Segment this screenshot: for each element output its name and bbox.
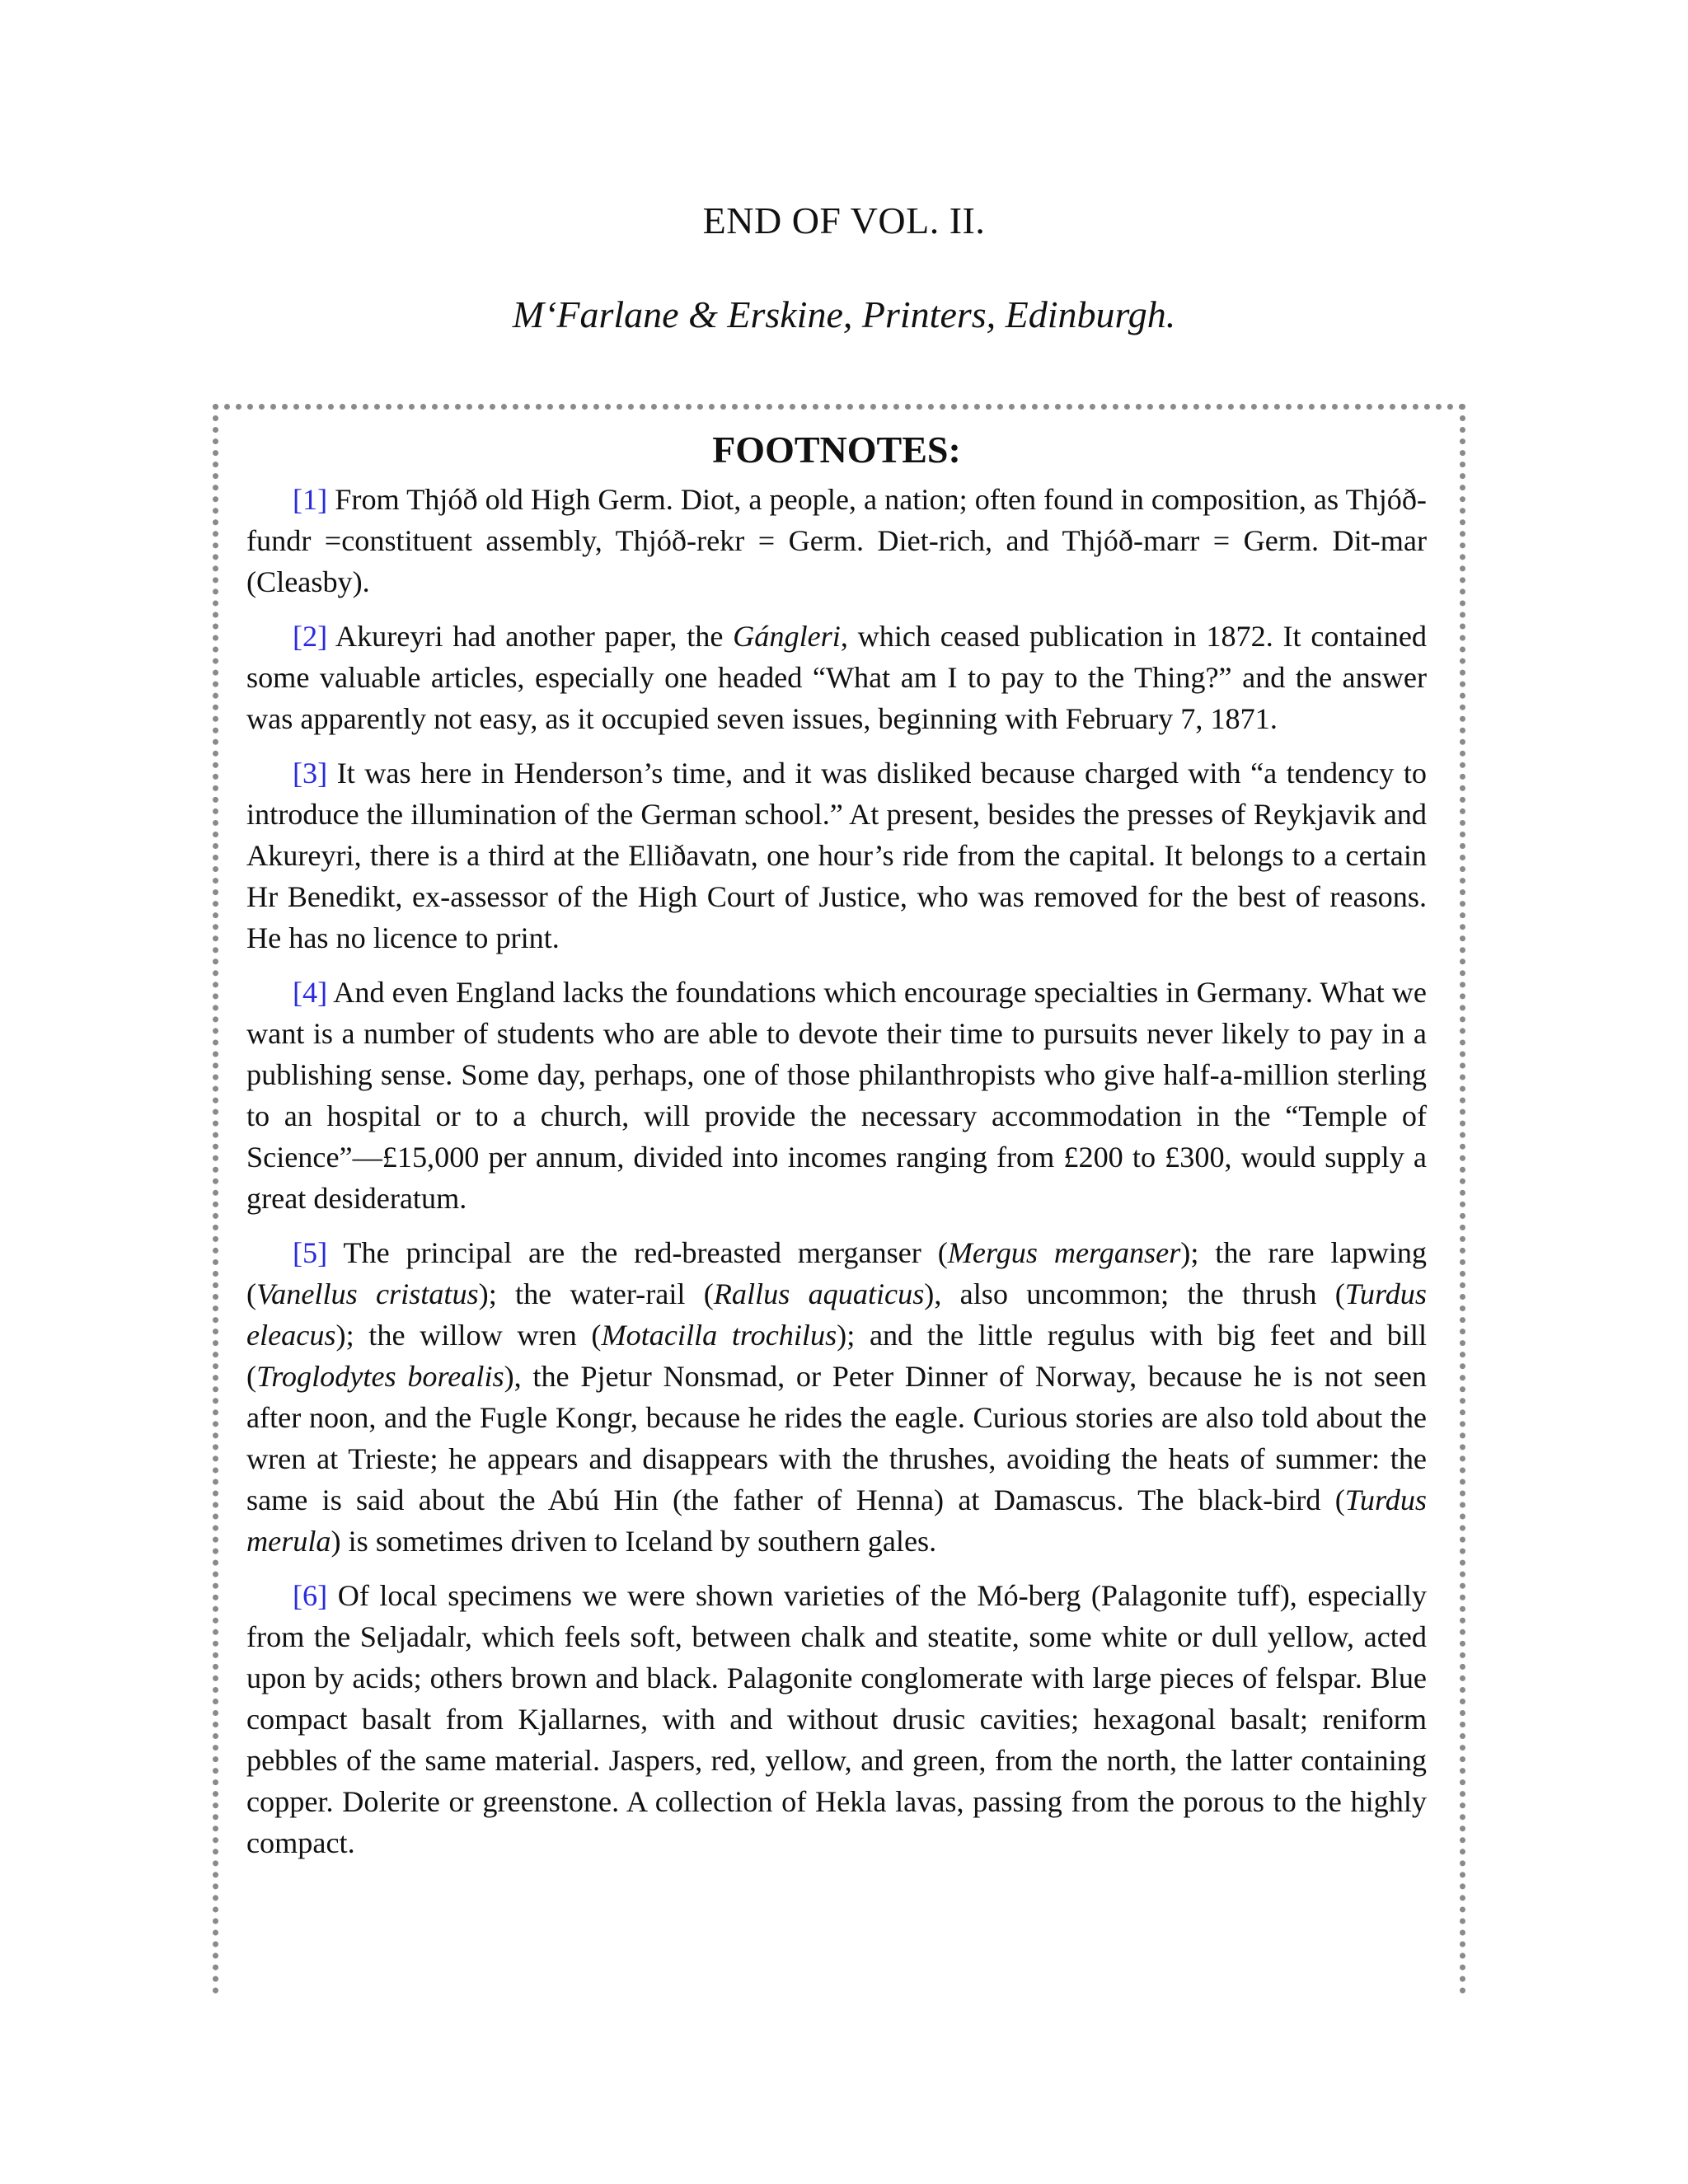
species-name: Motacilla trochilus: [601, 1319, 837, 1352]
footnote-2: [246, 616, 1427, 739]
species-name: Mergus merganser: [947, 1236, 1181, 1269]
footnote-4: [246, 972, 1427, 1219]
footnote-5: [246, 1232, 1427, 1562]
footnote-text: ); the water-rail (: [478, 1277, 714, 1310]
species-name: Rallus aquaticus: [713, 1277, 925, 1310]
footnote-3-ref-link[interactable]: [3]: [293, 757, 328, 790]
footnote-6: [246, 1575, 1427, 1863]
footnote-text: From Thjóð old High Germ. Diot, a people, a nation; often found in composition, as Thjóð-fundr =constituent assembly, Thjóð-rekr = Germ. Diet-rich, and Thjóð-marr = Germ. Dit-mar (Cleasby).: [246, 483, 1427, 598]
species-name: Turdus merula: [246, 1483, 1427, 1558]
footnote-text: ), also uncommon; the thrush (: [924, 1277, 1345, 1310]
footnote-5-ref-link[interactable]: [5]: [293, 1236, 328, 1269]
footnote-text: The principal are the red-breasted merganser (: [327, 1236, 948, 1269]
species-name: Vanellus cristatus: [256, 1277, 479, 1310]
footnotes-heading: FOOTNOTES:: [712, 429, 961, 471]
footnote-text: Of local specimens we were shown varieties of the Mó-berg (Palagonite tuff), especially from the Seljadalr, which feels soft, between chalk and steatite, some white or dull yellow, acted upon by acids; others brown and black. Palagonite conglomerate with large pieces of felspar. Blue compact basalt from Kjallarnes, with and without drusic cavities; hexagonal basalt; reniform pebbles of the same material. Jaspers, red, yellow, and green, from the north, the latter containing copper. Dolerite or greenstone. A collection of Hekla lavas, passing from the porous to the highly compact.: [246, 1579, 1427, 1859]
footnote-text: Akureyri had another paper, the: [327, 620, 734, 653]
footnote-3: [246, 752, 1427, 958]
footnote-text: ), the Pjetur Nonsmad, or Peter Dinner of Norway, because he is not seen after noon, and the Fugle Kongr, because he rides the eagle. Curious stories are also told about the wren at Trieste; he appears and disappears with the thrushes, avoiding the heats of summer: the same is said about the Abú Hin (the father of Henna) at Damascus. The black-bird (: [246, 1360, 1427, 1516]
species-name: Turdus eleacus: [246, 1277, 1427, 1352]
footnote-text: ); the rare lapwing (: [246, 1236, 1428, 1310]
footnote-italic-title: Gángleri: [733, 620, 841, 653]
footnote-text: ); the willow wren (: [335, 1319, 602, 1352]
footnotes-section: [213, 404, 1465, 1994]
footnote-text: And even England lacks the foundations which encourage specialties in Germany. What we want is a number of students who are able to devote their time to pursuits never likely to pay in a publishing sense. Some day, perhaps, one of those philanthropists who give half-a-million sterling to an hospital or to a church, will provide the necessary accommodation in the “Temple of Science”—£15,000 per annum, divided into incomes ranging from £200 to £300, would supply a great desideratum.: [246, 976, 1427, 1215]
printer-imprint: M‘Farlane & Erskine, Printers, Edinburgh.: [512, 293, 1176, 335]
footnote-1-ref-link[interactable]: [1]: [293, 483, 328, 516]
footnote-4-ref-link[interactable]: [4]: [293, 976, 328, 1009]
footnote-text: It was here in Henderson’s time, and it was disliked because charged with “a tendency to introduce the illumination of the German school.” At present, besides the presses of Reykjavik and Akureyri, there is a third at the Elliðavatn, one hour’s ride from the capital. It belongs to a certain Hr Benedikt, ex-assessor of the High Court of Justice, who was removed for the best of reasons. He has no licence to print.: [246, 757, 1427, 954]
footnote-2-ref-link[interactable]: [2]: [293, 620, 328, 653]
footnote-text: , which ceased publication in 1872. It contained some valuable articles, especially one headed “What am I to pay to the Thing?” and the answer was apparently not easy, as it occupied seven issues, beginning with February 7, 1871.: [246, 620, 1428, 735]
footnote-text: ) is sometimes driven to Iceland by southern gales.: [331, 1525, 937, 1558]
species-name: Troglodytes borealis: [256, 1360, 504, 1393]
footnote-6-ref-link[interactable]: [6]: [293, 1579, 328, 1612]
footnote-text: ); and the little regulus with big feet and bill (: [246, 1319, 1427, 1393]
end-of-volume-title: END OF VOL. II.: [702, 199, 986, 241]
footnote-1: [246, 479, 1427, 602]
